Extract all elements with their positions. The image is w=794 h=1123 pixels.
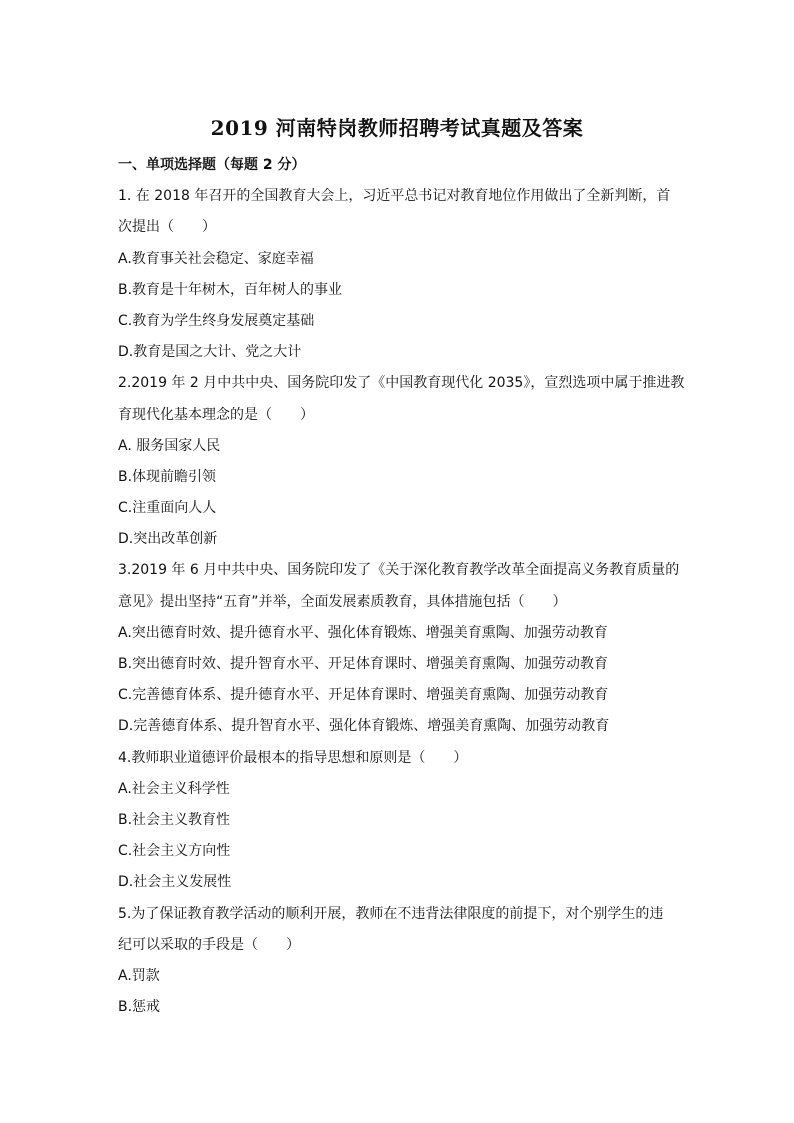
question-1-option-d: D.教育是国之大计、党之大计 [118,344,302,361]
question-2-option-c: C.注重面向人人 [118,500,217,517]
question-4-text: 4.教师职业道德评价最根本的指导思想和原则是（ ） [118,749,468,766]
question-2-option-a: A. 服务国家人民 [118,437,221,454]
question-1-text: 1. 在 2018 年召开的全国教育大会上，习近平总书记对教育地位作用做出了全新判断，首 [118,188,671,205]
question-4-option-b: B.社会主义教育性 [118,811,231,828]
document-title: 2019 河南特岗教师招聘考试真题及答案 [210,116,584,140]
question-3-text-cont: 意见》提出坚持“五育”并举，全面发展素质教育，具体措施包括（ ） [118,593,567,610]
section-heading: 一、单项选择题（每题 2 分） [118,157,306,173]
question-1-option-b: B.教育是十年树木，百年树人的事业 [118,281,343,298]
question-3-option-d: D.完善德育体系、提升智育水平、强化体育锻炼、增强美育熏陶、加强劳动教育 [118,718,610,735]
question-4-option-c: C.社会主义方向性 [118,843,231,860]
question-5-option-b: B.惩戒 [118,999,161,1016]
question-3-option-a: A.突出德育时效、提升德育水平、强化体育锻炼、增强美育熏陶、加强劳动教育 [118,624,608,641]
question-3-option-c: C.完善德育体系、提升德育水平、开足体育课时、增强美育熏陶、加强劳动教育 [118,687,609,704]
question-2-text: 2.2019 年 2 月中共中央、国务院印发了《中国教育现代化 2035》，宣烈选项中属于推进教 [118,375,685,392]
question-1-option-c: C.教育为学生终身发展奠定基础 [118,312,315,329]
question-5-option-a: A.罚款 [118,967,160,984]
document-body [118,150,684,1023]
question-4-option-a: A.社会主义科学性 [118,780,230,797]
question-1-text-cont: 次提出（ ） [118,219,216,236]
question-5-text: 5.为了保证教育教学活动的顺利开展，教师在不违背法律限度的前提下，对个别学生的违 [118,905,664,922]
question-3-text: 3.2019 年 6 月中共中央、国务院印发了《关于深化教育教学改革全面提高义务教育质量的 [118,562,680,579]
question-2-option-d: D.突出改革创新 [118,531,218,548]
question-2-option-b: B.体现前瞻引领 [118,468,217,485]
question-1-option-a: A.教育事关社会稳定、家庭幸福 [118,250,314,267]
question-3-option-b: B.突出德育时效、提升智育水平、开足体育课时、增强美育熏陶、加强劳动教育 [118,656,609,672]
question-2-text-cont: 育现代化基本理念的是（ ） [118,406,314,423]
question-5-text-cont: 纪可以采取的手段是（ ） [118,936,300,953]
question-4-option-d: D.社会主义发展性 [118,874,232,891]
